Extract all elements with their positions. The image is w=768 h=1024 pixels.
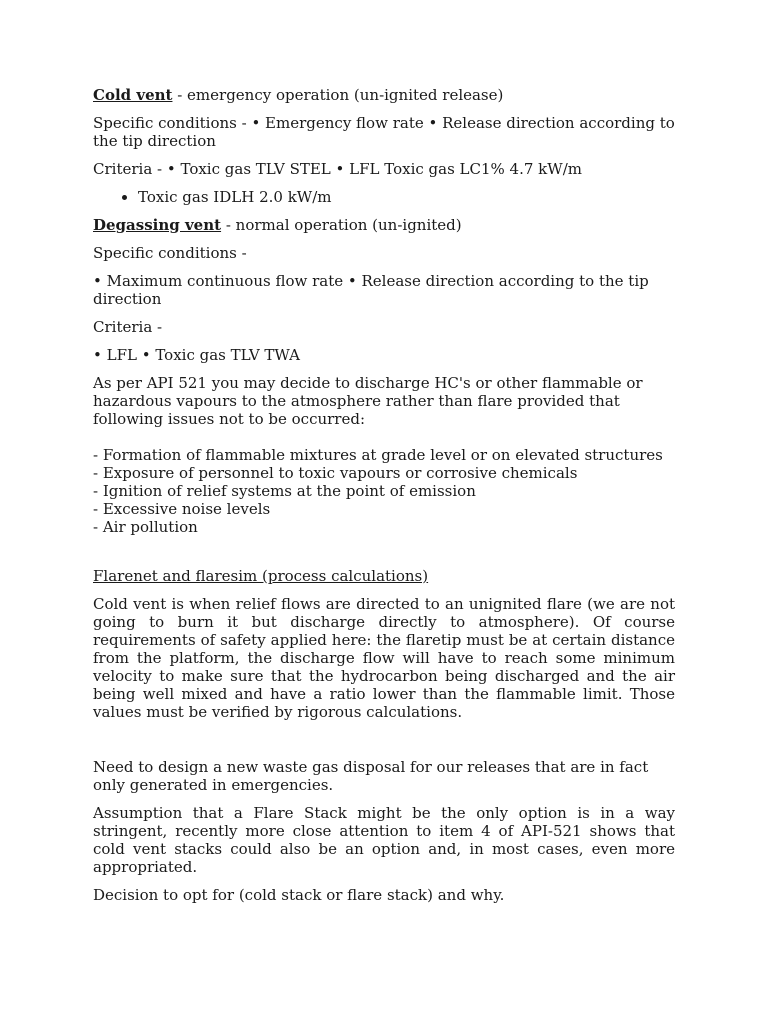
need-paragraph: Need to design a new waste gas disposal for our releases that are in fact only generated in emergencies. — [93, 758, 649, 794]
degassing-criteria: • LFL • Toxic gas TLV TWA — [93, 346, 300, 364]
flarenet-heading: Flarenet and flaresim (process calculations) — [93, 567, 429, 585]
list-item: - Air pollution — [93, 518, 198, 536]
list-item: • Toxic gas IDLH 2.0 kW/m — [138, 188, 675, 206]
api-paragraph: As per API 521 you may decide to discharge HC's or other flammable or hazardous vapours to the atmosphere rather than flare provided that following issues not to be occurred: — [93, 374, 643, 428]
list-item: - Formation of flammable mixtures at grade level or on elevated structures — [93, 446, 663, 464]
cold-vent-subtitle: - emergency operation (un-ignited release) — [172, 86, 504, 104]
cold-vent-heading: Cold vent — [93, 86, 173, 104]
list-item: - Exposure of personnel to toxic vapours or corrosive chemicals — [93, 464, 578, 482]
assumption-paragraph: Assumption that a Flare Stack might be the only option is in a way stringent, recently more close attention to item 4 of API-521 shows that cold vent stacks could also be an option and, in most cases, even more appropriated. — [93, 804, 675, 876]
document-page — [93, 86, 675, 904]
list-item: - Excessive noise levels — [93, 500, 271, 518]
cold-vent-line — [93, 86, 675, 104]
cold-vent-criteria: Criteria - • Toxic gas TLV STEL • LFL Toxic gas LC1% 4.7 kW/m — [93, 160, 582, 178]
degassing-conditions: • Maximum continuous flow rate • Release direction according to the tip direction — [93, 272, 649, 308]
list-item: - Ignition of relief systems at the point of emission — [93, 482, 476, 500]
cold-vent-bullet-list — [93, 188, 675, 206]
decision-paragraph: Decision to opt for (cold stack or flare stack) and why. — [93, 886, 505, 904]
degassing-criteria-label: Criteria - — [93, 318, 163, 336]
flarenet-paragraph: Cold vent is when relief flows are directed to an unignited flare (we are not going to burn it but discharge directly to atmosphere). Of course requirements of safety applied here: the flaretip must be at certain distance from the platform, the discharge flow will have to reach some minimum velocity to make sure that the hydrocarbon being discharged and the air being well mixed and have a ratio lower than the flammable limit. Those values must be verified by rigorous calculations. — [93, 595, 675, 721]
cold-vent-conditions: Specific conditions - • Emergency flow rate • Release direction according to the tip direction — [93, 114, 675, 150]
degassing-vent-line — [93, 216, 675, 234]
degassing-conditions-label: Specific conditions - — [93, 244, 247, 262]
degassing-vent-heading: Degassing vent — [93, 216, 222, 234]
degassing-vent-subtitle: - normal operation (un-ignited) — [221, 216, 462, 234]
issues-list — [93, 446, 675, 536]
